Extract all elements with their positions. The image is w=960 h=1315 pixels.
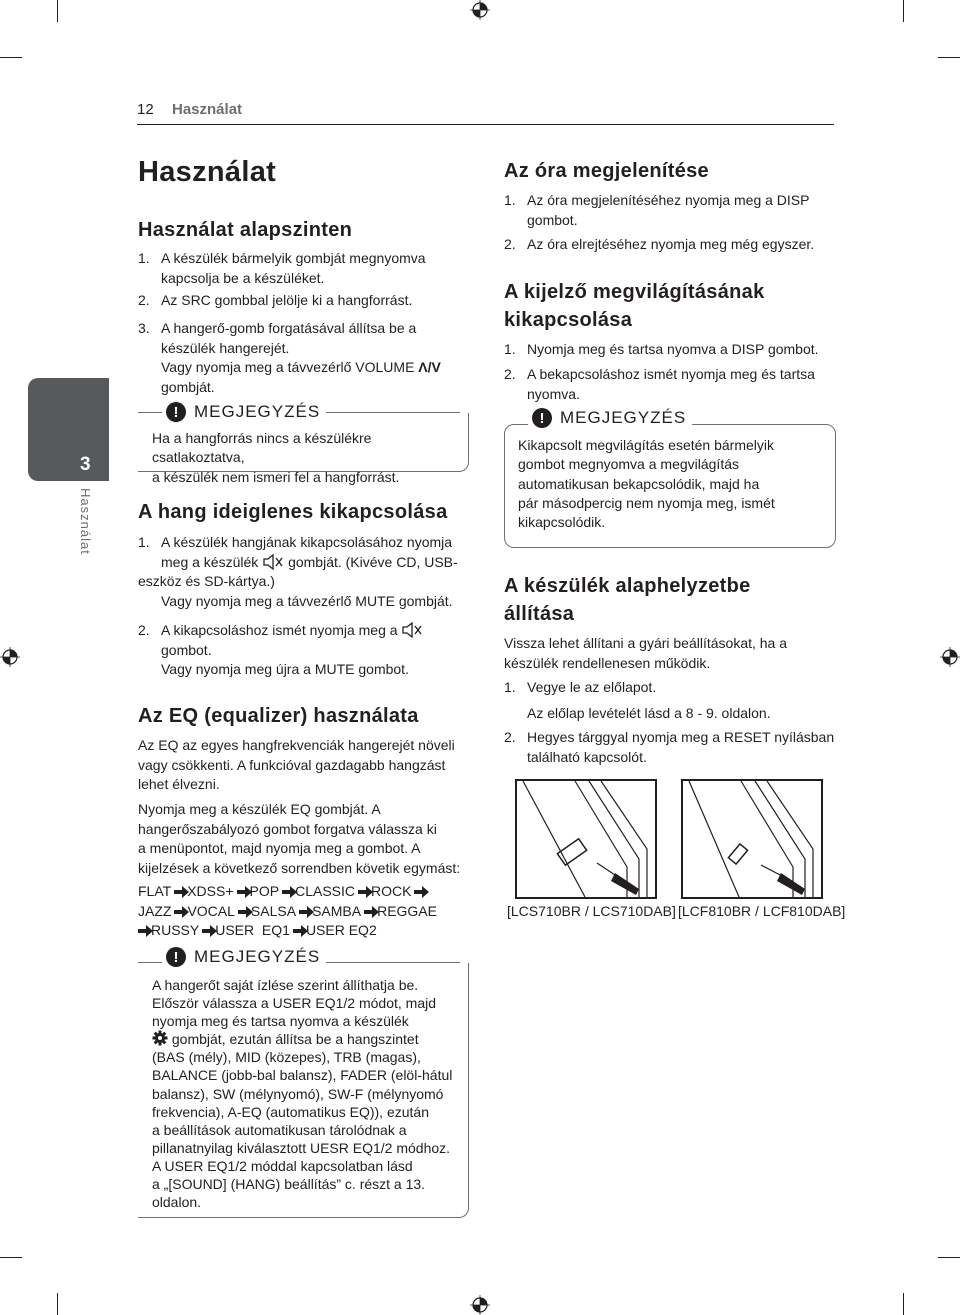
volume-up-down-icon: Λ/V bbox=[418, 359, 441, 375]
arrow-right-icon bbox=[174, 890, 182, 894]
note-text: Ha a hangforrás nincs a készülékre csatlakoztatva, a készülék nem ismeri fel a hangforrást. bbox=[152, 430, 400, 485]
arrow-right-icon bbox=[237, 890, 245, 894]
registration-mark-icon bbox=[940, 647, 960, 667]
section-heading-backlight: A kijelző megvilágításának kikapcsolása bbox=[504, 281, 765, 331]
mute-icon bbox=[262, 554, 284, 570]
page-title: Használat bbox=[138, 156, 277, 188]
arrow-right-icon bbox=[174, 910, 182, 914]
arrow-right-icon bbox=[358, 890, 366, 894]
note-text: A hangerőt saját ízlése szerint állíthatja be. Először válassza a USER EQ1/2 módot, majd nyomja meg és tartsa nyomva a készülék gombját, ezután állítsa be a hangszintet (BAS (mély), MID (közepes), TRB (magas), BALANCE (jobb-bal balansz), FADER (elöl-hátul balansz), SW (mélynyomó), SW-F (mélynyomó frekvencia), A-EQ (automatikus EQ)), ezután a beállítások automatikusan tárolódnak a pillanatnyilag kiválasztott UESR EQ1/2 módhoz. A USER EQ1/2 móddal kapcsolatban lásd a „[SOUND] (HANG) beállítás” c. részt a 13. oldalon. bbox=[152, 977, 453, 1211]
section-heading-mute: A hang ideiglenes kikapcsolása bbox=[138, 501, 448, 523]
crop-mark bbox=[57, 0, 58, 22]
crop-mark bbox=[57, 1293, 58, 1315]
gear-icon bbox=[152, 1030, 168, 1046]
reset-illustration-right bbox=[681, 779, 823, 899]
registration-mark-icon bbox=[470, 0, 490, 20]
arrow-right-icon bbox=[414, 890, 422, 894]
note-header: ! MEGJEGYZÉS bbox=[162, 402, 326, 422]
chapter-tab bbox=[28, 378, 109, 481]
section-heading-reset: A készülék alaphelyzetbe állítása bbox=[504, 575, 751, 625]
list-item-cont: eszköz és SD-kártya.) Vagy nyomja meg a távvezérlő MUTE gombját. bbox=[138, 573, 453, 609]
eq-sequence-line: JAZZ VOCAL SALSA SAMBA REGGAE bbox=[138, 903, 437, 919]
registration-mark-icon bbox=[470, 1295, 490, 1315]
eq-sequence-line: RUSSY USER EQ1 USER EQ2 bbox=[138, 921, 377, 941]
page-number: 12 bbox=[137, 101, 154, 118]
registration-mark-icon bbox=[0, 647, 20, 667]
crop-mark bbox=[0, 1257, 22, 1258]
section-heading-eq: Az EQ (equalizer) használata bbox=[138, 705, 419, 727]
arrow-right-icon bbox=[138, 929, 146, 933]
paragraph: Az EQ az egyes hangfrekvenciák hangerejét növeli vagy csökkenti. A funkcióval gazdagabb hangzást lehet élvezni. bbox=[138, 737, 455, 792]
warning-icon: ! bbox=[166, 402, 186, 422]
header-rule bbox=[137, 124, 834, 125]
paragraph: Vissza lehet állítani a gyári beállításokat, ha a készülék rendellenesen működik. bbox=[504, 635, 788, 671]
mute-icon bbox=[401, 622, 423, 638]
arrow-right-icon bbox=[364, 910, 372, 914]
arrow-right-icon bbox=[293, 929, 301, 933]
arrow-right-icon bbox=[299, 910, 307, 914]
arrow-right-icon bbox=[202, 929, 210, 933]
section-heading-basic: Használat alapszinten bbox=[138, 219, 353, 241]
figure-caption: [LCS710BR / LCS710DAB] bbox=[507, 903, 676, 919]
crop-mark bbox=[938, 1257, 960, 1258]
warning-icon: ! bbox=[166, 947, 186, 967]
chapter-number: 3 bbox=[80, 454, 91, 475]
note-header: ! MEGJEGYZÉS bbox=[162, 947, 326, 967]
reset-illustration-left bbox=[515, 779, 657, 899]
eq-sequence-line: FLAT XDSS+ POP CLASSIC ROCK bbox=[138, 882, 427, 902]
figure-caption: [LCF810BR / LCF810DAB] bbox=[678, 903, 846, 919]
chapter-label: Használat bbox=[78, 488, 93, 555]
crop-mark bbox=[903, 0, 904, 22]
paragraph: Nyomja meg a készülék EQ gombját. A hangerőszabályozó gombot forgatva válassza ki a menüpontot, majd nyomja meg a gombot. A kijelzések a következő sorrendben követik egymást: bbox=[138, 801, 461, 876]
arrow-right-icon bbox=[238, 910, 246, 914]
crop-mark bbox=[903, 1293, 904, 1315]
warning-icon: ! bbox=[532, 408, 552, 428]
note-header: ! MEGJEGYZÉS bbox=[528, 408, 692, 428]
crop-mark bbox=[938, 57, 960, 58]
crop-mark bbox=[0, 57, 22, 58]
note-text: Kikapcsolt megvilágítás esetén bármelyik gombot megnyomva a megvilágítás automatikusan bekapcsolódik, majd ha pár másodpercig nem nyomja meg, ismét kikapcsolódik. bbox=[518, 437, 775, 531]
running-header: Használat bbox=[172, 101, 243, 118]
section-heading-clock: Az óra megjelenítése bbox=[504, 160, 709, 182]
arrow-right-icon bbox=[282, 890, 290, 894]
